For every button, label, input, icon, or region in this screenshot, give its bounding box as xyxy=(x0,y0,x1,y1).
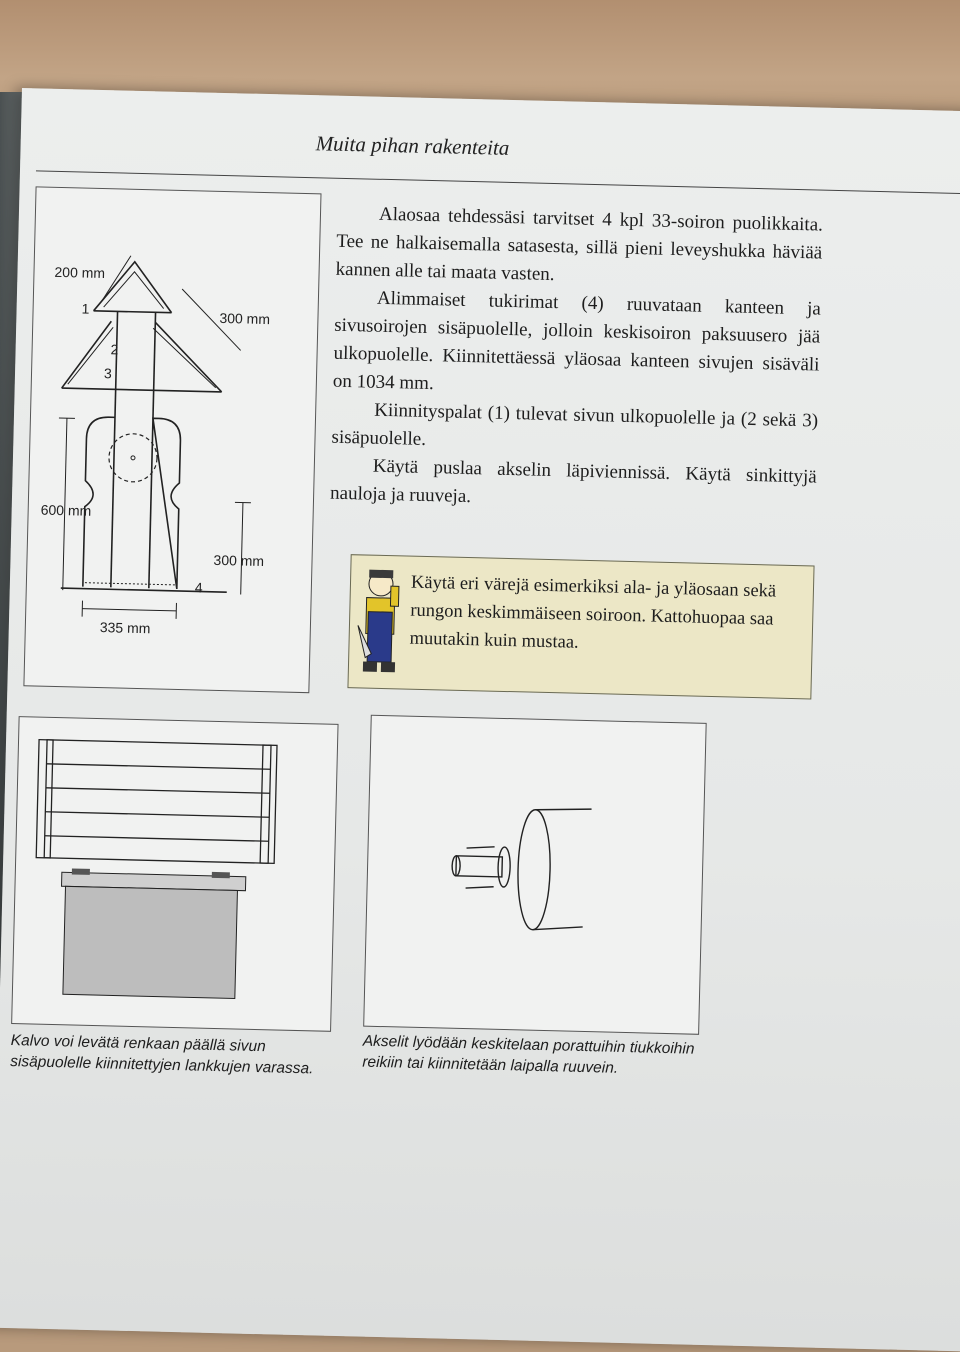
part-label-1: 1 xyxy=(81,301,89,317)
book-page xyxy=(0,88,960,1352)
worker-mascot-icon xyxy=(353,565,408,686)
caption-left: Kalvo voi levätä renkaan päällä sivun sisäpuolelle kiinnitettyjen lankkujen varassa. xyxy=(10,1030,341,1080)
running-head: Muita pihan rakenteita xyxy=(315,131,509,161)
construction-drawing xyxy=(23,186,321,693)
tip-text: Käytä eri värejä esimerkiksi ala- ja yläosaan sekä rungon keskimmäiseen soiroon. Kattohuopaa saa muutakin kuin mustaa. xyxy=(409,569,801,663)
cover-frame-svg xyxy=(12,717,337,1031)
axle-svg xyxy=(364,716,705,1034)
body-paragraph: Alaosaa tehdessäsi tarvitset 4 kpl 33-soiron puolikkaita. Tee ne halkaisemalla satasesta, sillä pieni leveyshukka häviää kannen alle tai maata vasten. xyxy=(335,200,823,296)
dim-600-label: 600 mm xyxy=(41,502,92,519)
part-label-4: 4 xyxy=(195,579,203,595)
dim-300-side-label: 300 mm xyxy=(213,552,264,569)
body-paragraph: Kiinnityspalat (1) tulevat sivun ulkopuolelle ja (2 sekä 3) sisäpuolelle. xyxy=(331,396,818,464)
dim-200-label: 200 mm xyxy=(54,264,105,281)
dim-300-top-label: 300 mm xyxy=(219,310,270,327)
cover-frame-drawing xyxy=(11,716,338,1032)
body-paragraph: Käytä puslaa akselin läpiviennissä. Käytä sinkittyjä nauloja ja ruuveja. xyxy=(330,452,817,520)
axle-drawing xyxy=(363,715,707,1035)
caption-right: Akselit lyödään keskitelaan porattuihin tiukkoihin reikiin tai kiinnitetään laipalla ruuvein. xyxy=(362,1031,703,1081)
dim-335-label: 335 mm xyxy=(100,619,151,636)
construction-drawing-svg xyxy=(24,187,320,692)
part-label-2: 2 xyxy=(110,341,118,357)
part-label-3: 3 xyxy=(104,365,112,381)
body-text xyxy=(330,200,823,520)
body-paragraph: Alimmaiset tukirimat (4) ruuvataan kanteen ja sivusoirojen sisäpuolelle, jolloin keskisoiron paksuusero jää ulkopuolelle. Kiinnitettäessä yläosaa kanteen sivujen sisäväli on 1034 mm. xyxy=(333,284,822,408)
tip-box xyxy=(347,554,814,699)
